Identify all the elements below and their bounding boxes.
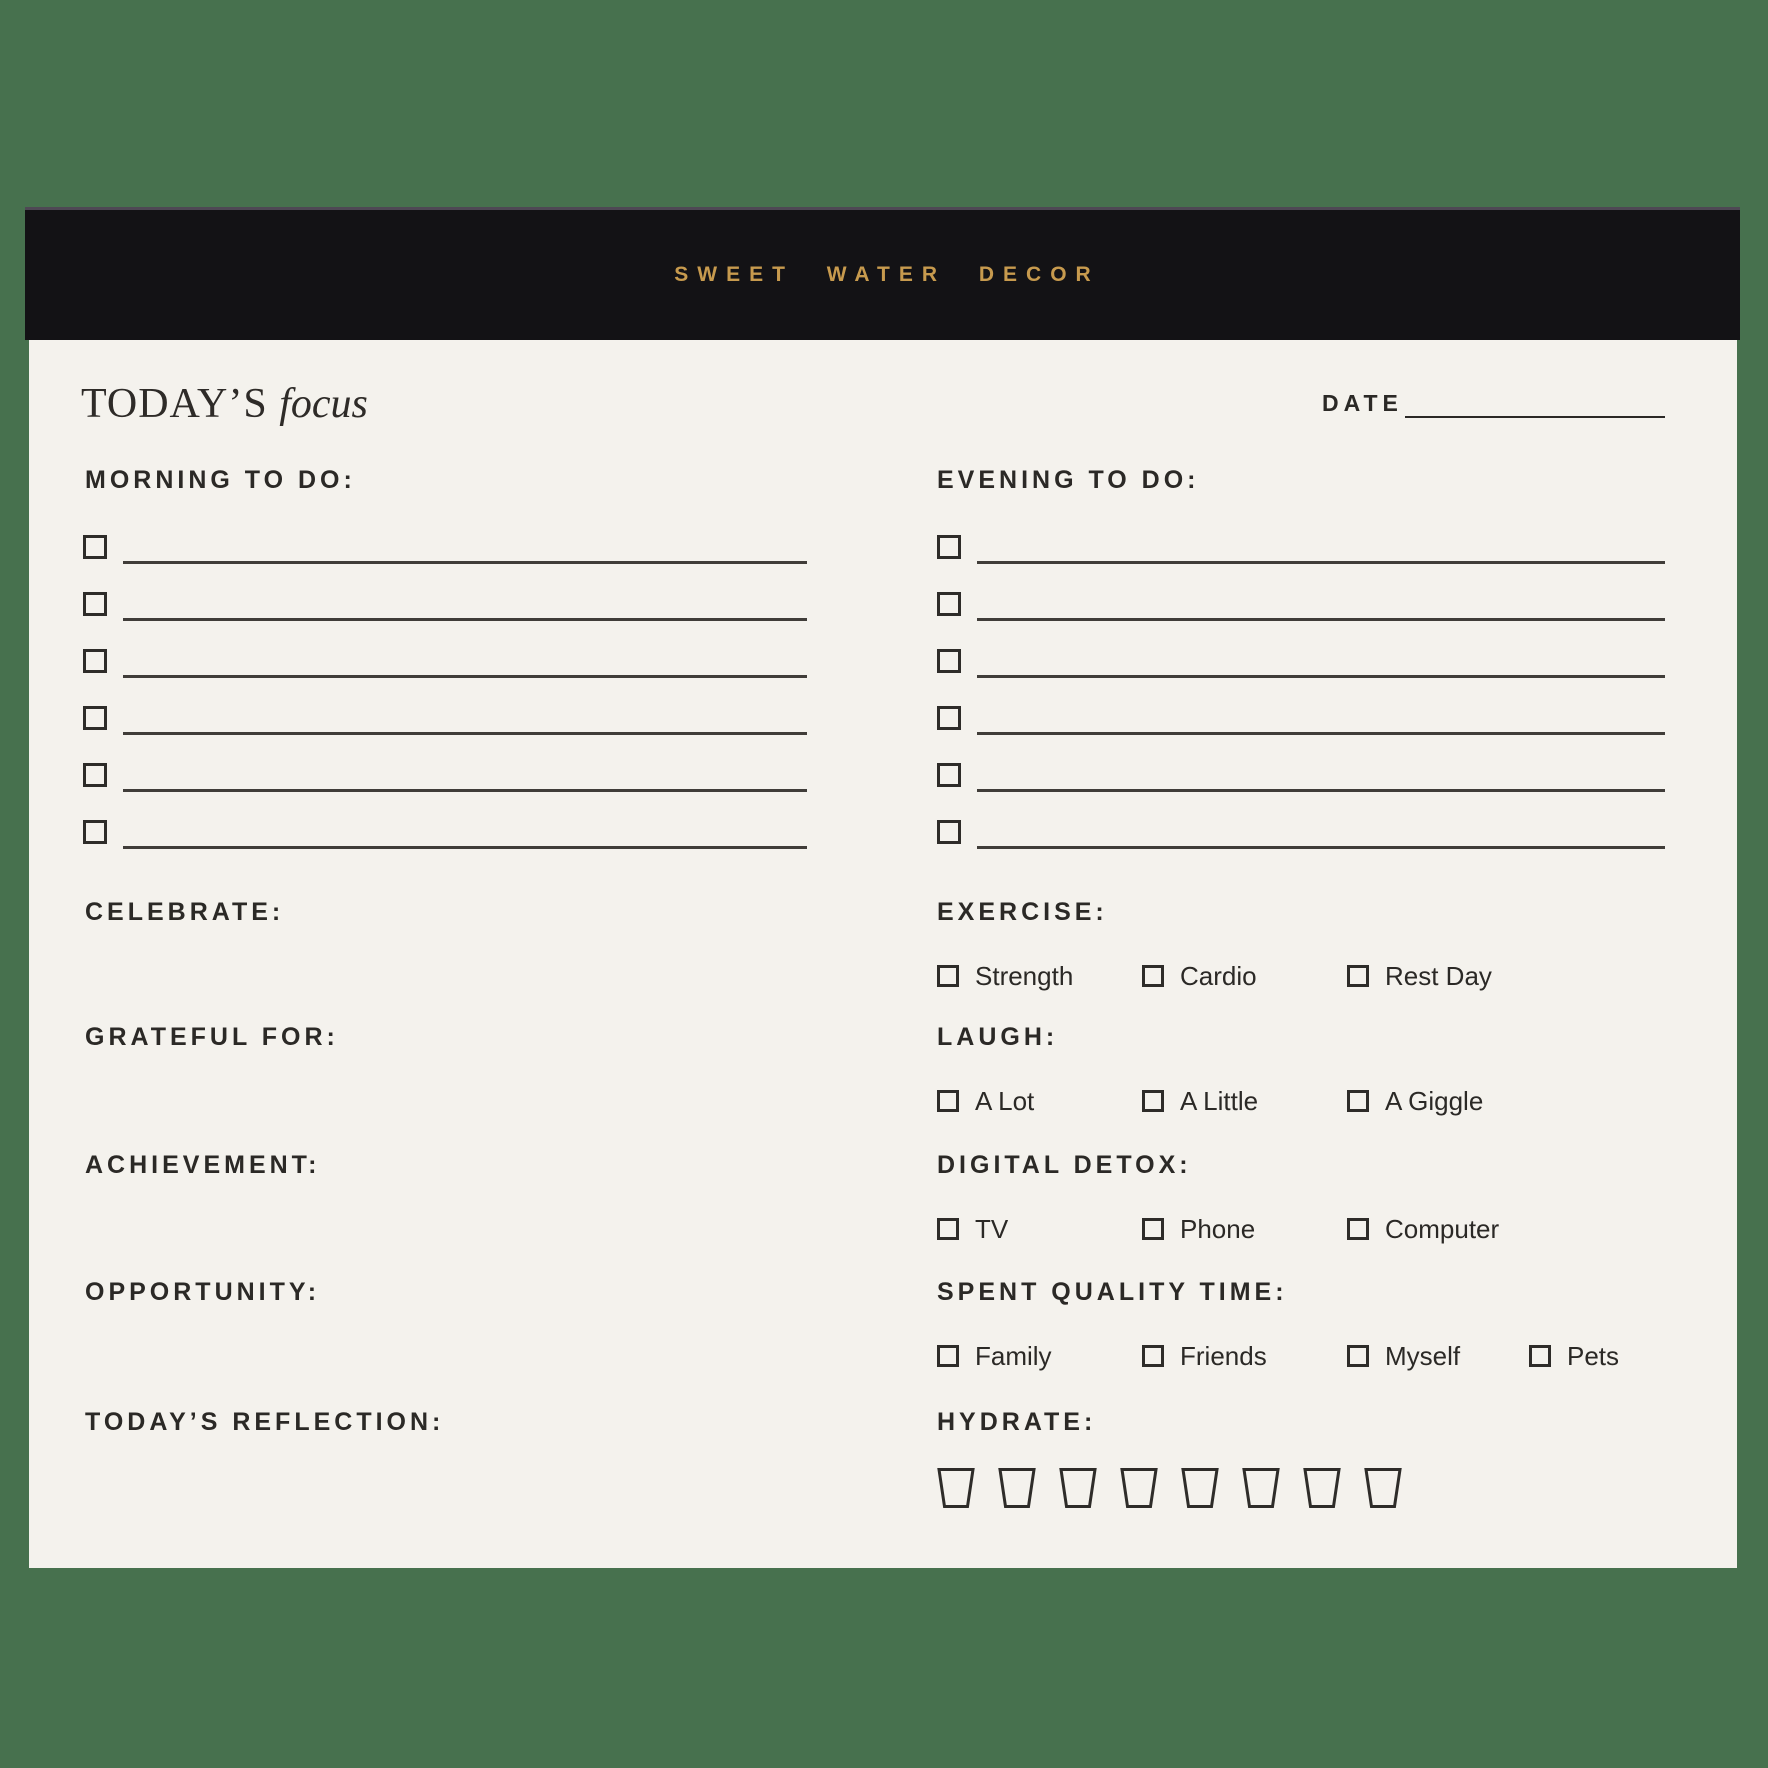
spent-quality-time-checkbox-myself[interactable]: [1347, 1345, 1369, 1367]
morning-todo-write-line-3[interactable]: [123, 675, 807, 678]
hydrate-cup-icon-8[interactable]: [1364, 1468, 1402, 1508]
morning-todo-checkbox-4[interactable]: [83, 706, 107, 730]
morning-todo-write-line-1[interactable]: [123, 561, 807, 564]
morning-todo-write-line-6[interactable]: [123, 846, 807, 849]
evening-todo-checkbox-2[interactable]: [937, 592, 961, 616]
hydrate-cup-icon-1[interactable]: [937, 1468, 975, 1508]
exercise-checkbox-rest-day[interactable]: [1347, 965, 1369, 987]
hydrate-cup-icon-5[interactable]: [1181, 1468, 1219, 1508]
laugh-checkbox-a-giggle[interactable]: [1347, 1090, 1369, 1112]
morning-todo-write-line-2[interactable]: [123, 618, 807, 621]
exercise-checkbox-strength[interactable]: [937, 965, 959, 987]
laugh-option-label-a-little: A Little: [1180, 1086, 1259, 1116]
evening-todo-checkbox-6[interactable]: [937, 820, 961, 844]
exercise-option-label-strength: Strength: [975, 961, 1074, 991]
exercise-checkbox-cardio[interactable]: [1142, 965, 1164, 987]
hydrate-label: HYDRATE:: [937, 1408, 1097, 1436]
evening-todo-write-line-4[interactable]: [977, 732, 1665, 735]
spent-quality-time-checkbox-family[interactable]: [937, 1345, 959, 1367]
laugh-option-label-a-giggle: A Giggle: [1385, 1086, 1484, 1116]
digital-detox-option-label-phone: Phone: [1180, 1214, 1256, 1244]
morning-todo-checkbox-5[interactable]: [83, 763, 107, 787]
laugh-option-label-a-lot: A Lot: [975, 1086, 1035, 1116]
exercise-option-label-cardio: Cardio: [1180, 961, 1257, 991]
evening-todo-checkbox-5[interactable]: [937, 763, 961, 787]
morning-todo-label: MORNING TO DO:: [85, 466, 356, 494]
evening-todo-write-line-6[interactable]: [977, 846, 1665, 849]
digital-detox-label: DIGITAL DETOX:: [937, 1151, 1192, 1179]
evening-todo-write-line-3[interactable]: [977, 675, 1665, 678]
digital-detox-option-label-computer: Computer: [1385, 1214, 1500, 1244]
page-title-main: TODAY’S: [81, 381, 268, 427]
exercise-label: EXERCISE:: [937, 898, 1108, 926]
laugh-label: LAUGH:: [937, 1023, 1059, 1051]
morning-todo-checkbox-2[interactable]: [83, 592, 107, 616]
brand-wordmark: SWEET WATER DECOR: [674, 263, 1100, 286]
morning-todo-checkbox-6[interactable]: [83, 820, 107, 844]
notepad-header-binding: [25, 207, 1740, 340]
spent-quality-time-checkbox-friends[interactable]: [1142, 1345, 1164, 1367]
spent-quality-time-option-label-friends: Friends: [1180, 1341, 1267, 1371]
morning-todo-write-line-4[interactable]: [123, 732, 807, 735]
hydrate-cup-icon-3[interactable]: [1059, 1468, 1097, 1508]
spent-quality-time-option-label-family: Family: [975, 1341, 1052, 1371]
spent-quality-time-label: SPENT QUALITY TIME:: [937, 1278, 1288, 1306]
hydrate-cup-icon-4[interactable]: [1120, 1468, 1158, 1508]
morning-todo-checkbox-1[interactable]: [83, 535, 107, 559]
evening-todo-checkbox-1[interactable]: [937, 535, 961, 559]
page-title-accent: focus: [279, 381, 368, 427]
evening-todo-write-line-5[interactable]: [977, 789, 1665, 792]
digital-detox-option-label-tv: TV: [975, 1214, 1009, 1244]
celebrate-label: CELEBRATE:: [85, 898, 285, 926]
spent-quality-time-option-label-pets: Pets: [1567, 1341, 1620, 1371]
hydrate-cup-icon-2[interactable]: [998, 1468, 1036, 1508]
digital-detox-checkbox-tv[interactable]: [937, 1218, 959, 1240]
exercise-option-label-rest-day: Rest Day: [1385, 961, 1492, 991]
laugh-checkbox-a-little[interactable]: [1142, 1090, 1164, 1112]
evening-todo-label: EVENING TO DO:: [937, 466, 1200, 494]
digital-detox-checkbox-computer[interactable]: [1347, 1218, 1369, 1240]
date-input-line[interactable]: [1405, 416, 1665, 418]
hydrate-cup-icon-6[interactable]: [1242, 1468, 1280, 1508]
hydrate-cup-icon-7[interactable]: [1303, 1468, 1341, 1508]
opportunity-label: OPPORTUNITY:: [85, 1278, 321, 1306]
digital-detox-checkbox-phone[interactable]: [1142, 1218, 1164, 1240]
evening-todo-write-line-2[interactable]: [977, 618, 1665, 621]
todays-reflection-label: TODAY’S REFLECTION:: [85, 1408, 445, 1436]
grateful-for-label: GRATEFUL FOR:: [85, 1023, 339, 1051]
page-title: [81, 380, 368, 428]
evening-todo-checkbox-3[interactable]: [937, 649, 961, 673]
morning-todo-checkbox-3[interactable]: [83, 649, 107, 673]
evening-todo-checkbox-4[interactable]: [937, 706, 961, 730]
evening-todo-write-line-1[interactable]: [977, 561, 1665, 564]
laugh-checkbox-a-lot[interactable]: [937, 1090, 959, 1112]
spent-quality-time-checkbox-pets[interactable]: [1529, 1345, 1551, 1367]
achievement-label: ACHIEVEMENT:: [85, 1151, 321, 1179]
date-label: DATE: [1322, 390, 1403, 416]
planner-page: [29, 340, 1737, 1568]
morning-todo-write-line-5[interactable]: [123, 789, 807, 792]
spent-quality-time-option-label-myself: Myself: [1385, 1341, 1461, 1371]
